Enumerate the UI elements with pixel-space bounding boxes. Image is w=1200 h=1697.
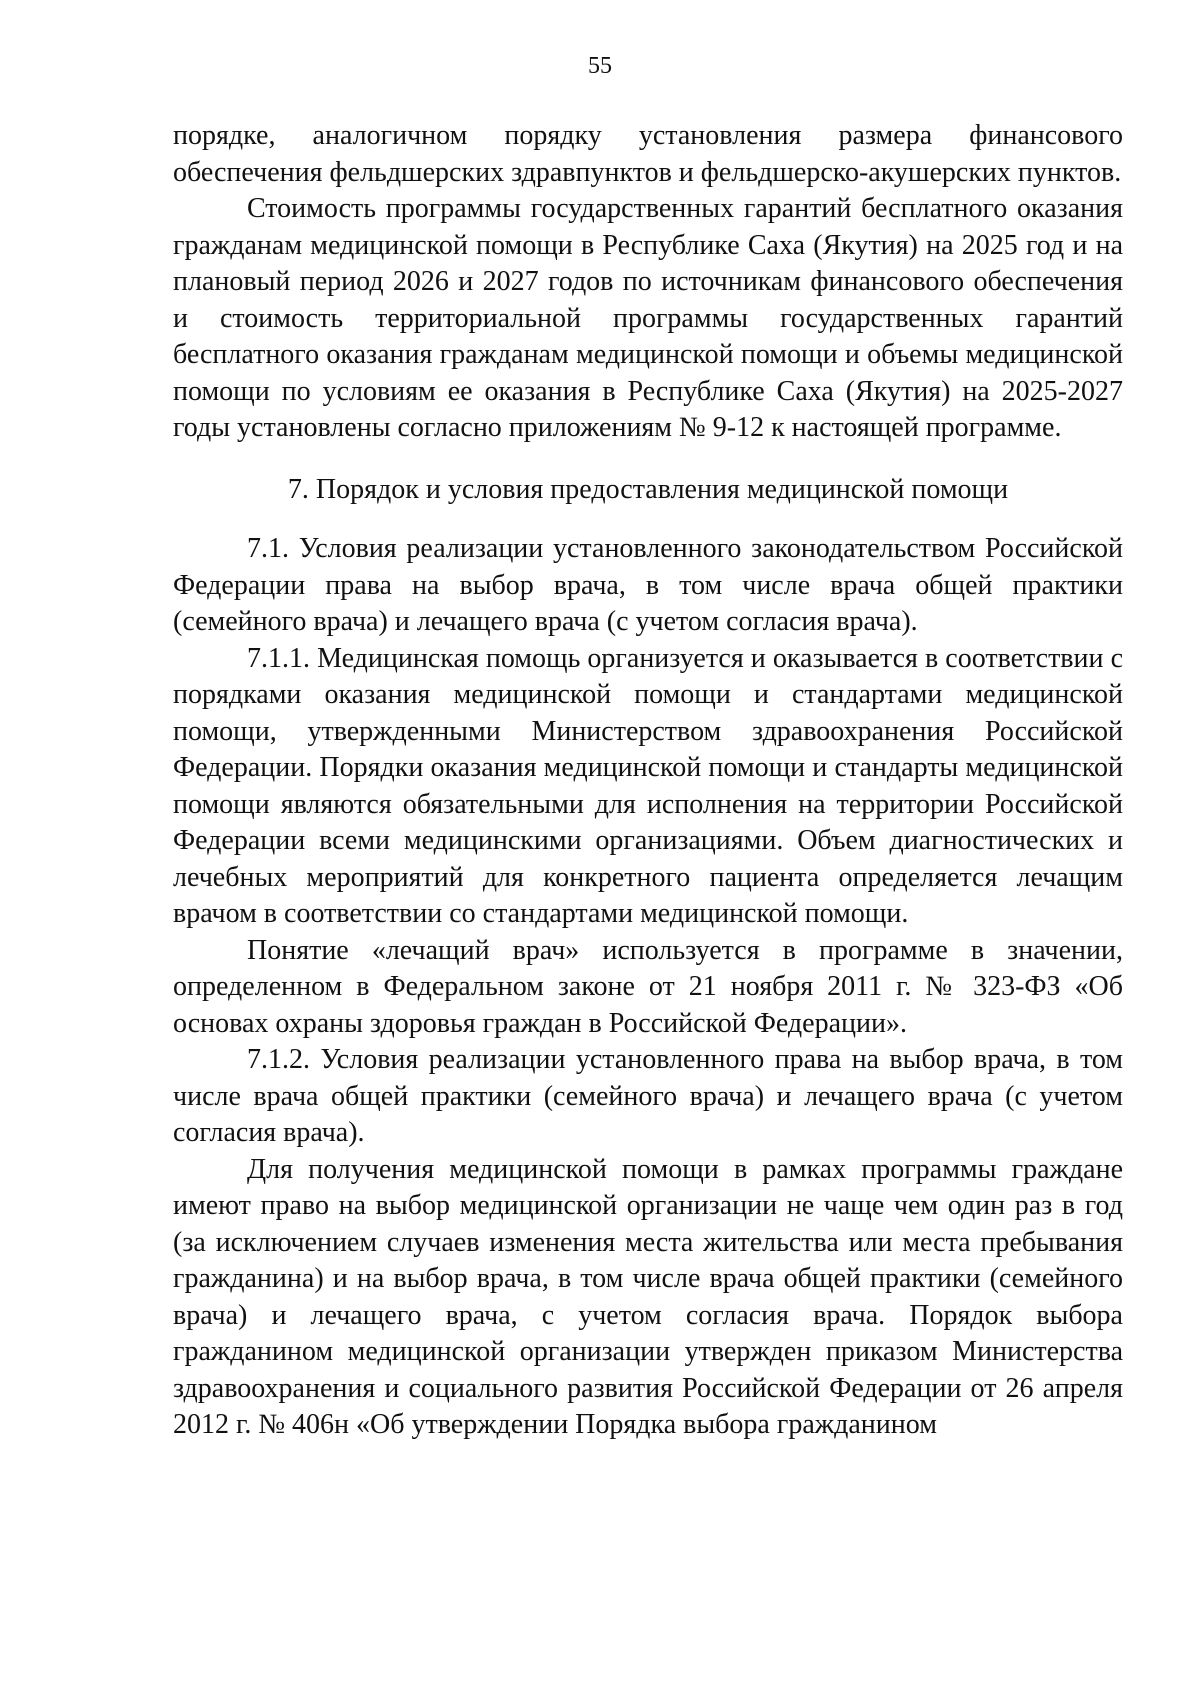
paragraph-continuation: порядке, аналогичном порядку установления размера финансового обеспечения фельдшерских здравпунктов и фельдшерско-акушерских пунктов. <box>173 120 1123 188</box>
paragraph-7-1-2: 7.1.2. Условия реализации установленного права на выбор врача, в том числе врача общей практики (семейного врача) и лечащего врача (с учетом согласия врача). <box>173 1044 1123 1148</box>
paragraph-choice-of-organization: Для получения медицинской помощи в рамках программы граждане имеют право на выбор медицинской организации не чаще чем один раз в год (за исключением случаев изменения места жительства или места пребывания гражданина) и на выбор врача, в том числе врача общей практики (семейного врача) и лечащего врача, с учетом согласия врача. Порядок выбора гражданином медицинской организации утвержден приказом Министерства здравоохранения и социального развития Российской Федерации от 26 апреля 2012 г. № 406н «Об утверждении Порядка выбора гражданином <box>173 1153 1123 1440</box>
paragraph-attending-physician: Понятие «лечащий врач» используется в программе в значении, определенном в Федеральном законе от 21 ноября 2011 г. № 323-ФЗ «Об основах охраны здоровья граждан в Российской Федерации». <box>173 934 1123 1039</box>
section-heading: 7. Порядок и условия предоставления медицинской помощи <box>287 473 1009 505</box>
page-number: 55 <box>588 53 612 79</box>
paragraph-program-cost: Стоимость программы государственных гарантий бесплатного оказания гражданам медицинской помощи в Республике Саха (Якутия) на 2025 год и на плановый период 2026 и 2027 годов по источникам финансового обеспечения и стоимость территориальной программы государственных гарантий бесплатного оказания гражданам медицинской помощи и объемы медицинской помощи по условиям ее оказания в Республике Саха (Якутия) на 2025-2027 годы установлены согласно приложениям № 9-12 к настоящей программе. <box>173 193 1123 443</box>
paragraph-7-1: 7.1. Условия реализации установленного законодательством Российской Федерации права на выбор врача, в том числе врача общей практики (семейного врача) и лечащего врача (с учетом согласия врача). <box>173 533 1123 637</box>
document-body <box>173 118 1123 1444</box>
paragraph-7-1-1: 7.1.1. Медицинская помощь организуется и оказывается в соответствии с порядками оказания медицинской помощи и стандартами медицинской помощи, утвержденными Министерством здравоохранения Российской Федерации. Порядки оказания медицинской помощи и стандарты медицинской помощи являются обязательными для исполнения на территории Российской Федерации всеми медицинскими организациями. Объем диагностических и лечебных мероприятий для конкретного пациента определяется лечащим врачом в соответствии со стандартами медицинской помощи. <box>173 642 1123 929</box>
